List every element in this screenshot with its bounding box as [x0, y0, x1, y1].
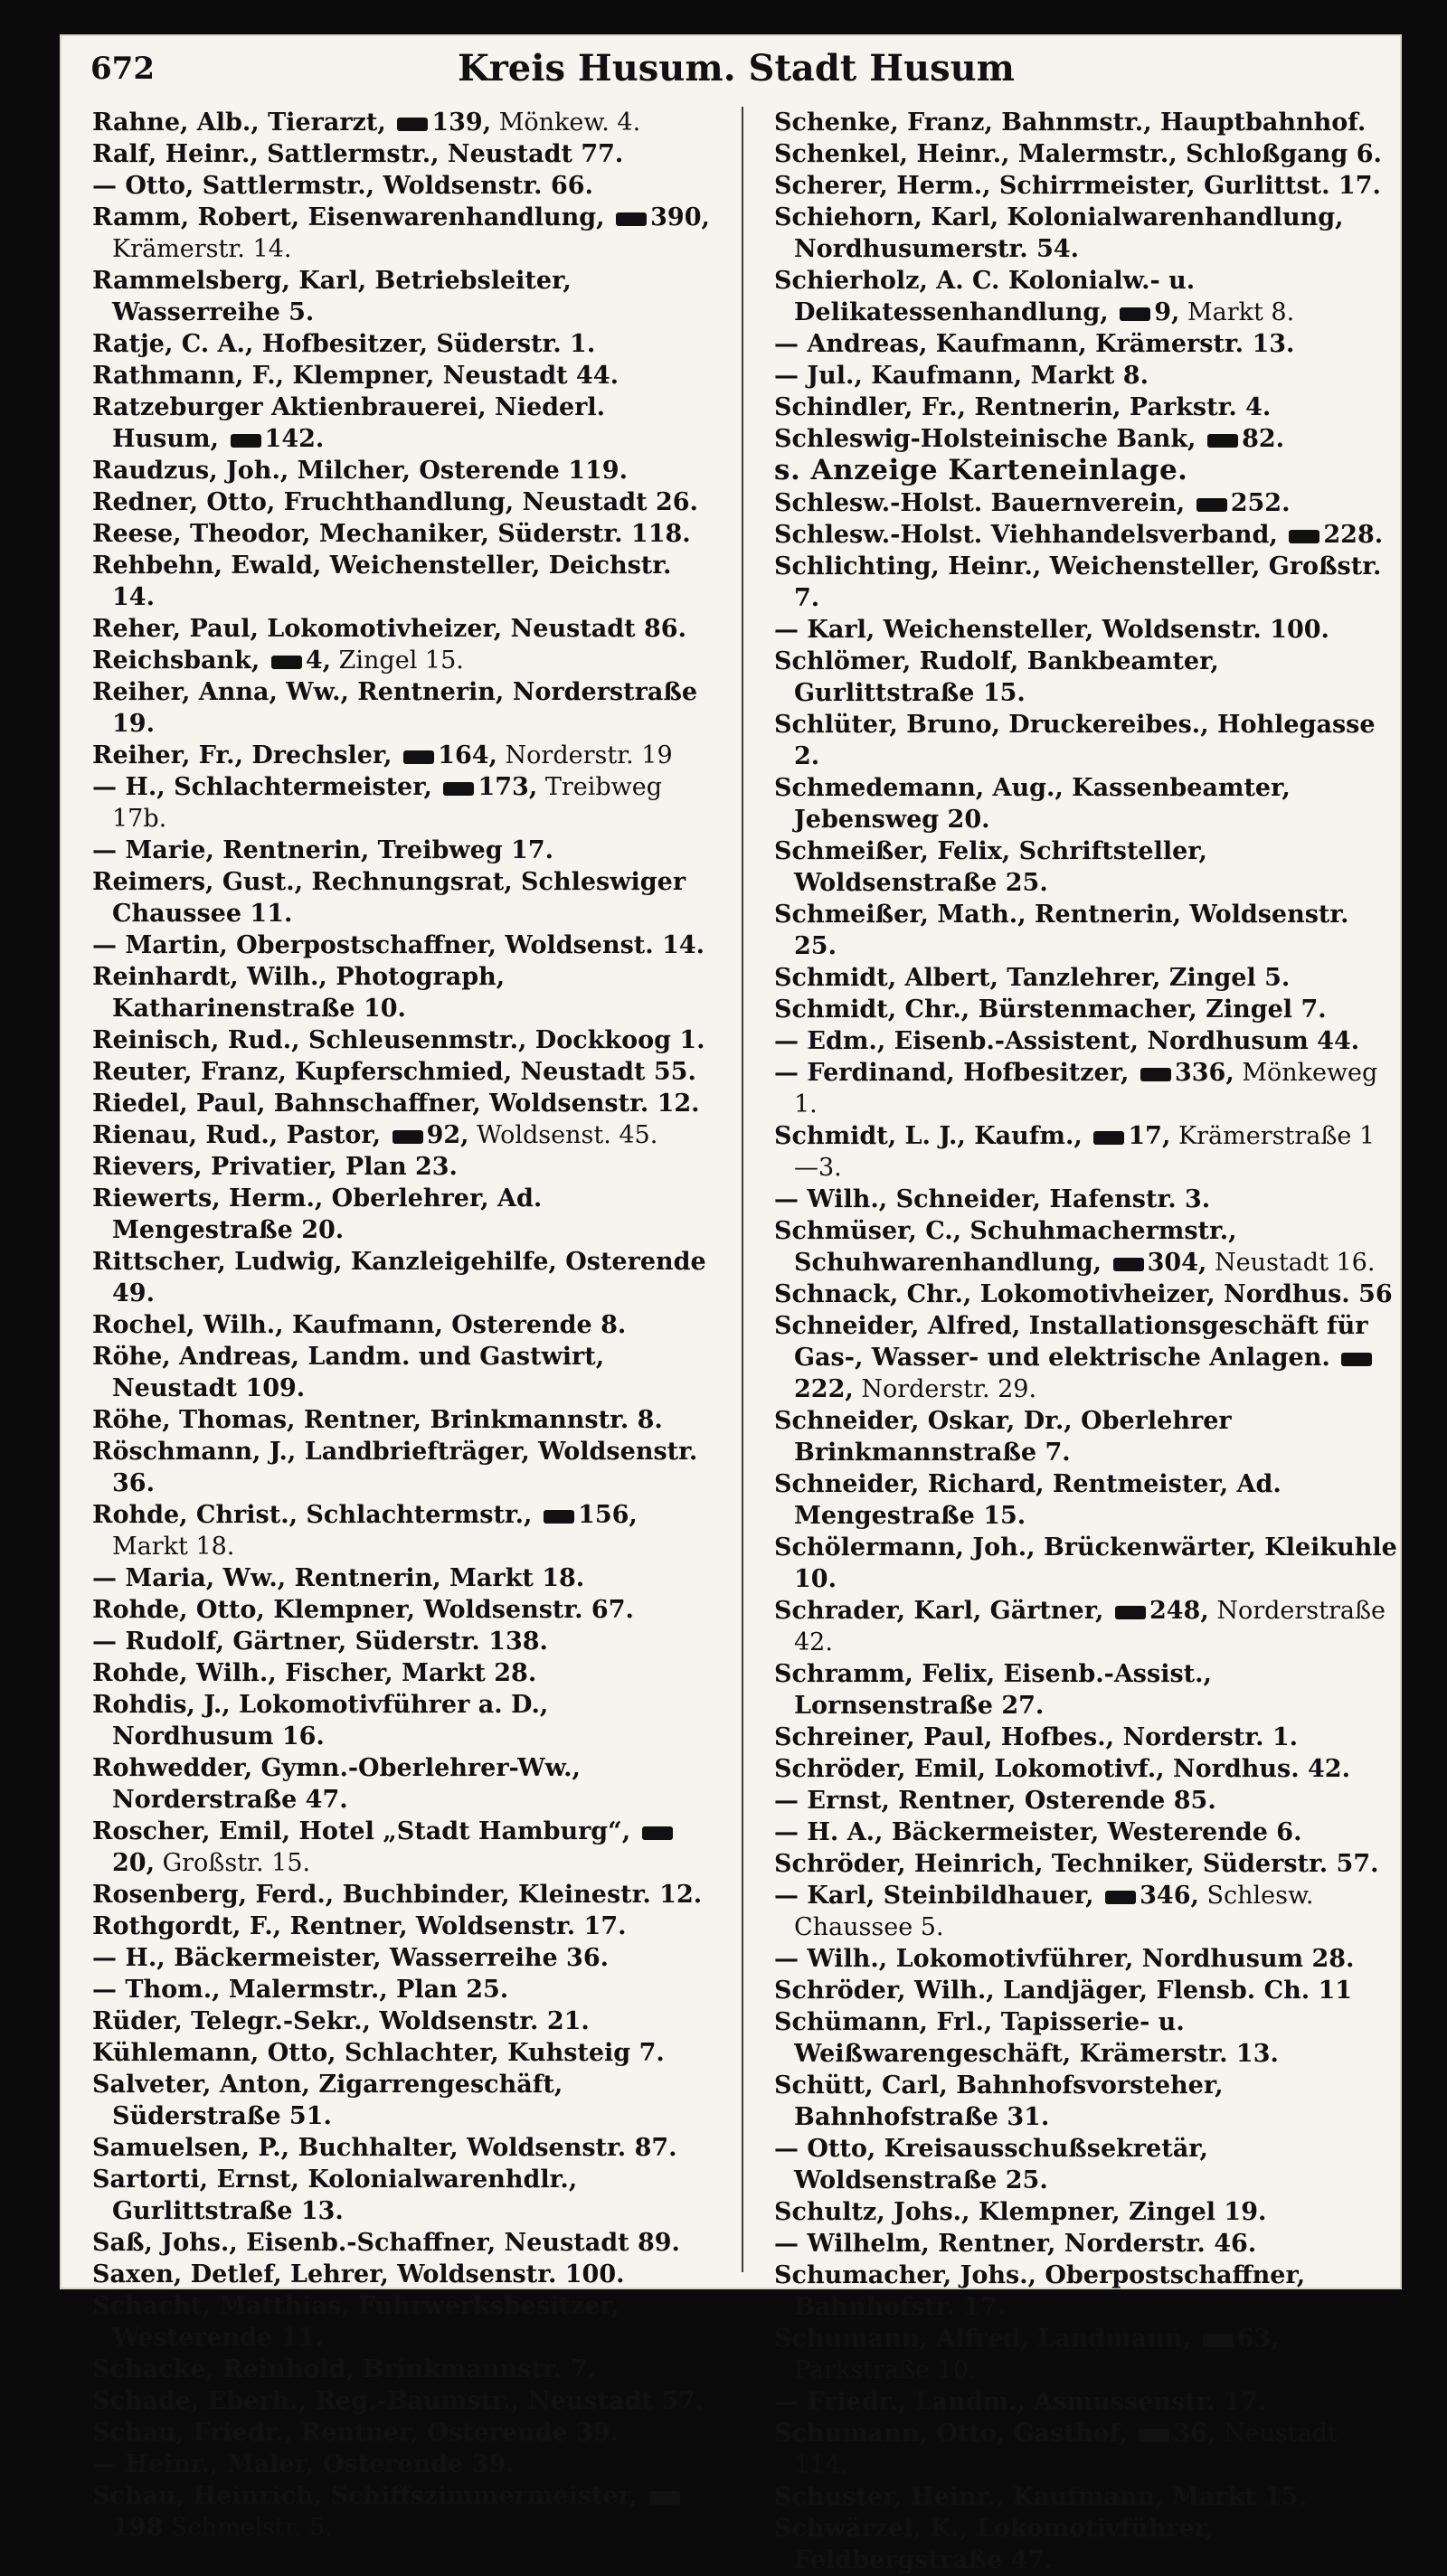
directory-entry	[774, 1532, 1398, 1595]
directory-entry	[774, 2481, 1398, 2513]
directory-entry	[774, 1025, 1398, 1057]
directory-entry	[774, 614, 1398, 646]
directory-entry	[92, 392, 716, 455]
phone-number: 17,	[1090, 1122, 1170, 1150]
directory-entry	[92, 1088, 716, 1119]
entry-text: — H. A., Bäckermeister, Westerende 6.	[774, 1818, 1302, 1846]
section-note-text: s. Anzeige Karteneinlage.	[774, 454, 1188, 486]
entry-text: Schiehorn, Karl, Kolonialwarenhandlung, Nordhusumerstr. 54.	[774, 203, 1344, 263]
entry-address: Norderstr. 29.	[861, 1375, 1037, 1403]
directory-entry	[92, 2259, 716, 2290]
directory-entry	[774, 1785, 1398, 1816]
phone-number: 390,	[612, 203, 710, 231]
directory-entry	[92, 2417, 716, 2449]
directory-entry	[92, 1657, 716, 1689]
directory-entry	[92, 1341, 716, 1404]
entry-text: Rienau, Rud., Pastor,	[92, 1121, 381, 1149]
column-divider	[742, 107, 743, 2272]
entry-text: Schölermann, Joh., Brückenwärter, Kleikuhle 10.	[774, 1533, 1397, 1593]
entry-text: Scherer, Herm., Schirrmeister, Gurlittst. 17.	[774, 172, 1381, 200]
directory-entry	[774, 1816, 1398, 1848]
phone-number: 304,	[1110, 1249, 1207, 1277]
directory-entry	[92, 1879, 716, 1911]
section-note	[774, 455, 1398, 487]
entry-text: Reinhardt, Wilh., Photograph, Katharinenstraße 10.	[92, 963, 506, 1023]
entry-text: Schacht, Matthias, Fuhrwerksbesitzer, Westerende 11.	[92, 2292, 620, 2352]
entry-text: Rohde, Otto, Klempner, Woldsenstr. 67.	[92, 1596, 634, 1624]
directory-entry	[92, 1562, 716, 1594]
directory-entry	[92, 2449, 716, 2480]
entry-text: Riedel, Paul, Bahnschaffner, Woldsenstr. 12.	[92, 1090, 700, 1118]
directory-entry	[92, 1024, 716, 1056]
directory-entry	[92, 138, 716, 170]
phone-number: 63,	[1199, 2325, 1280, 2353]
entry-text: — Thom., Malermstr., Plan 25.	[92, 1976, 509, 2004]
entry-text: Schneider, Oskar, Dr., Oberlehrer Brinkmannstraße 7.	[774, 1407, 1232, 1467]
entry-text: Reichsbank,	[92, 646, 260, 675]
entry-text: Schütt, Carl, Bahnhofsvorsteher, Bahnhofstraße 31.	[774, 2071, 1224, 2131]
entry-text: Schlichting, Heinr., Weichensteller, Großstr. 7.	[774, 552, 1382, 612]
directory-entry	[92, 202, 716, 265]
directory-entry	[92, 328, 716, 360]
directory-entry	[92, 1911, 716, 1942]
entry-text: Rochel, Wilh., Kaufmann, Osterende 8.	[92, 1311, 627, 1339]
directory-entry	[92, 1752, 716, 1816]
directory-entry	[774, 1595, 1398, 1658]
phone-number: 4,	[268, 646, 331, 675]
entry-address: Norderstr. 19	[505, 741, 673, 769]
directory-entry	[92, 1942, 716, 1974]
directory-entry	[92, 2480, 716, 2543]
phone-number: 198	[112, 2482, 684, 2542]
entry-text: Röhe, Thomas, Rentner, Brinkmannstr. 8.	[92, 1406, 663, 1434]
directory-entry	[774, 2070, 1398, 2133]
entry-text: Schnack, Chr., Lokomotivheizer, Nordhus. 56	[774, 1280, 1393, 1308]
directory-entry	[92, 455, 716, 486]
directory-entry	[92, 771, 716, 835]
entry-text: — Karl, Weichensteller, Woldsenstr. 100.	[774, 616, 1329, 644]
directory-entry	[92, 1436, 716, 1499]
phone-number: 36,	[1135, 2420, 1215, 2448]
entry-text: Schröder, Wilh., Landjäger, Flensb. Ch. 11	[774, 1977, 1353, 2005]
entry-text: Ralf, Heinr., Sattlermstr., Neustadt 77.	[92, 140, 624, 168]
page-number: 672	[90, 51, 155, 87]
phone-number: 222,	[794, 1344, 1376, 1403]
directory-entry	[774, 646, 1398, 709]
directory-page	[61, 36, 1400, 2574]
entry-text: Ratje, C. A., Hofbesitzer, Süderstr. 1.	[92, 330, 596, 358]
entry-text: Reiher, Anna, Ww., Rentnerin, Norderstraße 19.	[92, 678, 698, 738]
entry-text: Rothgordt, F., Rentner, Woldsenstr. 17.	[92, 1912, 627, 1940]
entry-text: Rüder, Telegr.-Sekr., Woldsenstr. 21.	[92, 2007, 590, 2035]
directory-entry	[774, 328, 1398, 360]
directory-entry	[92, 550, 716, 613]
entry-text: — Marie, Rentnerin, Treibweg 17.	[92, 836, 554, 864]
directory-entry	[774, 2196, 1398, 2228]
directory-entry	[92, 613, 716, 645]
directory-entry	[774, 2228, 1398, 2260]
entry-text: — Andreas, Kaufmann, Krämerstr. 13.	[774, 330, 1295, 358]
entry-text: — Edm., Eisenb.-Assistent, Nordhusum 44.	[774, 1027, 1360, 1055]
directory-entry	[774, 2323, 1398, 2386]
entry-text: Sartorti, Ernst, Kolonialwarenhdlr., Gurlittstraße 13.	[92, 2166, 578, 2225]
entry-text: — H., Bäckermeister, Wasserreihe 36.	[92, 1944, 610, 1972]
entry-text: — Friedr., Landm., Asmussenstr. 17.	[774, 2388, 1267, 2416]
directory-entry	[774, 2418, 1398, 2481]
entry-text: — Ferdinand, Hofbesitzer,	[774, 1059, 1130, 1087]
directory-entry	[92, 1499, 716, 1562]
directory-entry	[774, 962, 1398, 994]
entry-text: Schindler, Fr., Rentnerin, Parkstr. 4.	[774, 393, 1272, 421]
directory-entry	[774, 1468, 1398, 1532]
directory-entry	[774, 2133, 1398, 2196]
directory-entry	[92, 2354, 716, 2385]
directory-entry	[92, 518, 716, 550]
directory-entry	[92, 1974, 716, 2005]
entry-address: Neustadt 114.	[794, 2420, 1338, 2479]
entry-text: — Wilh., Lokomotivführer, Nordhusum 28.	[774, 1945, 1355, 1973]
directory-entry	[92, 866, 716, 929]
directory-entry	[92, 1689, 716, 1752]
directory-entry	[774, 170, 1398, 202]
directory-entry	[92, 961, 716, 1024]
entry-text: Salveter, Anton, Zigarrengeschäft, Süderstraße 51.	[92, 2071, 563, 2130]
entry-text: Schade, Eberh., Reg.-Baumstr., Neustadt 57.	[92, 2387, 705, 2415]
directory-entry	[92, 740, 716, 771]
entry-text: Rohde, Christ., Schlachtermstr.,	[92, 1501, 533, 1529]
entry-text: Schlömer, Rudolf, Bankbeamter, Gurlittstraße 15.	[774, 647, 1219, 707]
entry-text: Schreiner, Paul, Hofbes., Norderstr. 1.	[774, 1723, 1299, 1751]
directory-entry	[92, 929, 716, 961]
directory-entry	[774, 1120, 1398, 1184]
directory-entry	[92, 645, 716, 676]
directory-entry	[774, 1943, 1398, 1975]
entry-text: Schumacher, Johs., Oberpostschaffner, Bahnhofstr. 17.	[774, 2261, 1306, 2321]
entry-text: Schierholz, A. C. Kolonialw.- u. Delikatessenhandlung,	[774, 267, 1196, 326]
directory-entry	[92, 2005, 716, 2037]
directory-entry	[774, 107, 1398, 138]
directory-entry	[774, 1057, 1398, 1120]
directory-entry	[92, 1626, 716, 1657]
entry-text: Schlüter, Bruno, Druckereibes., Hohlegasse 2.	[774, 711, 1376, 770]
entry-text: Schau, Heinrich, Schiffszimmermeister,	[92, 2482, 638, 2510]
entry-text: Samuelsen, P., Buchhalter, Woldsenstr. 87.	[92, 2134, 677, 2162]
directory-entry	[92, 676, 716, 740]
phone-number: 82.	[1204, 425, 1284, 453]
entry-text: — Otto, Sattlermstr., Woldsenstr. 66.	[92, 172, 593, 200]
directory-entry	[774, 1310, 1398, 1405]
phone-number: 336,	[1137, 1059, 1234, 1087]
entry-text: Schmeißer, Felix, Schriftsteller, Woldsenstraße 25.	[774, 837, 1207, 897]
directory-entry	[774, 487, 1398, 519]
phone-number: 164,	[400, 741, 497, 769]
directory-entry	[774, 1215, 1398, 1279]
entry-text: — Wilh., Schneider, Hafenstr. 3.	[774, 1185, 1211, 1213]
entry-address: Parkstraße 10.	[794, 2356, 977, 2384]
entry-text: — Ernst, Rentner, Osterende 85.	[774, 1787, 1216, 1815]
entry-address: Mönkew. 4.	[498, 109, 641, 137]
entry-text: Reher, Paul, Lokomotivheizer, Neustadt 86.	[92, 615, 686, 643]
entry-text: — Heinr., Maler, Osterende 39.	[92, 2450, 515, 2478]
entry-text: — Otto, Kreisausschußsekretär, Woldsenstraße 25.	[774, 2135, 1208, 2194]
entry-text: Schenke, Franz, Bahnmstr., Hauptbahnhof.	[774, 109, 1367, 137]
entry-text: Schultz, Johs., Klempner, Zingel 19.	[774, 2198, 1267, 2226]
directory-entry	[92, 2164, 716, 2227]
directory-entry	[92, 360, 716, 392]
entry-text: Rosenberg, Ferd., Buchbinder, Kleinestr. 12.	[92, 1881, 703, 1909]
entry-text: — Jul., Kaufmann, Markt 8.	[774, 362, 1149, 390]
entry-text: Röhe, Andreas, Landm. und Gastwirt, Neustadt 109.	[92, 1343, 605, 1402]
directory-entry	[92, 486, 716, 518]
entry-text: Reinisch, Rud., Schleusenmstr., Dockkoog 1.	[92, 1026, 705, 1054]
entry-text: Schlesw.-Holst. Bauernverein,	[774, 489, 1186, 517]
directory-entry	[92, 1151, 716, 1183]
directory-entry	[774, 1184, 1398, 1215]
entry-text: Reuter, Franz, Kupferschmied, Neustadt 55.	[92, 1058, 696, 1086]
directory-entry	[774, 835, 1398, 899]
entry-text: Schneider, Richard, Rentmeister, Ad. Mengestraße 15.	[774, 1470, 1281, 1530]
entry-text: Schneider, Alfred, Installationsgeschäft für Gas-, Wasser- und elektrische Anlagen.	[774, 1312, 1368, 1372]
entry-text: Schau, Friedr., Rentner, Osterende 39.	[92, 2419, 619, 2447]
entry-text: Rievers, Privatier, Plan 23.	[92, 1153, 458, 1181]
entry-text: Rohde, Wilh., Fischer, Markt 28.	[92, 1659, 537, 1687]
directory-entry	[774, 519, 1398, 551]
directory-entry	[92, 2069, 716, 2132]
entry-address: Norderstraße 42.	[794, 1597, 1386, 1656]
entry-text: Schmidt, L. J., Kaufm.,	[774, 1122, 1083, 1150]
page-header	[90, 45, 1382, 99]
page-title: Kreis Husum. Stadt Husum	[457, 47, 1016, 90]
entry-text: Rohwedder, Gymn.-Oberlehrer-Ww., Norderstraße 47.	[92, 1754, 581, 1814]
entry-address: Markt 18.	[112, 1533, 235, 1561]
entry-text: Reimers, Gust., Rechnungsrat, Schleswiger Chaussee 11.	[92, 868, 686, 928]
entry-text: Schümann, Frl., Tapisserie- u. Weißwarengeschäft, Krämerstr. 13.	[774, 2008, 1279, 2068]
entry-text: Schenkel, Heinr., Malermstr., Schloßgang 6.	[774, 140, 1382, 168]
entry-text: Saß, Johs., Eisenb.-Schaffner, Neustadt 89.	[92, 2229, 680, 2257]
directory-entry	[92, 2132, 716, 2164]
directory-entry	[774, 392, 1398, 423]
directory-entry	[774, 1753, 1398, 1785]
entry-text: — Wilhelm, Rentner, Norderstr. 46.	[774, 2230, 1257, 2258]
directory-entry	[92, 265, 716, 328]
phone-number: 156,	[540, 1501, 638, 1529]
entry-text: Schrader, Karl, Gärtner,	[774, 1597, 1104, 1625]
entry-text: Schmidt, Chr., Bürstenmacher, Zingel 7.	[774, 995, 1327, 1024]
entry-text: Schumann, Alfred, Landmann,	[774, 2325, 1191, 2353]
directory-entry	[774, 265, 1398, 328]
entry-address: Krämerstraße 1—3.	[794, 1122, 1376, 1182]
entry-address: Schmelstr. 5.	[170, 2514, 333, 2542]
phone-number: 346,	[1102, 1882, 1199, 1910]
directory-entry	[774, 2386, 1398, 2418]
directory-entry	[92, 1246, 716, 1309]
directory-entry	[774, 2006, 1398, 2070]
directory-entry	[92, 1119, 716, 1151]
entry-text: Reiher, Fr., Drechsler,	[92, 741, 392, 769]
directory-entry	[774, 1405, 1398, 1468]
directory-entry	[774, 360, 1398, 392]
directory-entry	[774, 1975, 1398, 2006]
directory-entry	[774, 2260, 1398, 2323]
directory-entry	[92, 107, 716, 138]
entry-text: Schmüser, C., Schuhmachermstr., Schuhwarenhandlung,	[774, 1217, 1237, 1277]
entry-text: Schuster, Heinr., Kaufmann, Markt 15.	[774, 2483, 1308, 2511]
directory-entry	[92, 2227, 716, 2259]
phone-number: 20,	[112, 1817, 676, 1877]
right-column	[774, 107, 1398, 2574]
directory-entry	[774, 2513, 1398, 2576]
phone-number: 173,	[440, 773, 537, 801]
entry-text: Schumann, Otto, Gasthof,	[774, 2420, 1128, 2448]
directory-entry	[92, 2385, 716, 2417]
directory-entry	[774, 202, 1398, 265]
entry-text: Riewerts, Herm., Oberlehrer, Ad. Mengestraße 20.	[92, 1184, 543, 1244]
directory-entry	[774, 1880, 1398, 1943]
directory-entry	[774, 423, 1398, 455]
entry-address: Neustadt 16.	[1214, 1249, 1376, 1277]
phone-number: 9,	[1116, 298, 1179, 326]
directory-entry	[92, 1594, 716, 1626]
directory-entry	[774, 772, 1398, 835]
phone-number: 139,	[393, 109, 491, 137]
phone-number: 142.	[227, 425, 325, 453]
entry-text: Saxen, Detlef, Lehrer, Woldsenstr. 100.	[92, 2260, 625, 2288]
entry-text: Rohdis, J., Lokomotivführer a. D., Nordhusum 16.	[92, 1691, 549, 1750]
entry-text: Ramm, Robert, Eisenwarenhandlung,	[92, 203, 605, 231]
directory-entry	[92, 2037, 716, 2069]
entry-text: Reese, Theodor, Mechaniker, Süderstr. 118.	[92, 520, 691, 548]
directory-entry	[774, 994, 1398, 1025]
directory-entry	[92, 1183, 716, 1246]
directory-entry	[774, 138, 1398, 170]
phone-number: 92,	[389, 1121, 469, 1149]
entry-text: Schlesw.-Holst. Viehhandelsverband,	[774, 521, 1278, 549]
directory-entry	[92, 1056, 716, 1088]
directory-entry	[92, 170, 716, 202]
directory-entry	[774, 709, 1398, 772]
entry-text: Rahne, Alb., Tierarzt,	[92, 109, 386, 137]
entry-text: Schröder, Emil, Lokomotivf., Nordhus. 42.	[774, 1755, 1350, 1783]
directory-entry	[774, 1658, 1398, 1722]
directory-entry	[92, 1816, 716, 1879]
entry-text: — Karl, Steinbildhauer,	[774, 1882, 1094, 1910]
entry-address: Zingel 15.	[338, 646, 464, 675]
directory-entry	[92, 1404, 716, 1436]
entry-text: Schmeißer, Math., Rentnerin, Woldsenstr. 25.	[774, 901, 1349, 960]
directory-entry	[92, 1309, 716, 1341]
entry-text: Raudzus, Joh., Milcher, Osterende 119.	[92, 457, 628, 485]
directory-entry	[774, 1848, 1398, 1880]
entry-text: — Maria, Ww., Rentnerin, Markt 18.	[92, 1564, 585, 1592]
entry-text: Rathmann, F., Klempner, Neustadt 44.	[92, 362, 619, 390]
entry-text: — H., Schlachtermeister,	[92, 773, 432, 801]
entry-text: Rittscher, Ludwig, Kanzleigehilfe, Osterende 49.	[92, 1248, 706, 1307]
entry-text: — Rudolf, Gärtner, Süderstr. 138.	[92, 1628, 548, 1656]
directory-entry	[774, 1722, 1398, 1753]
entry-text: — Martin, Oberpostschaffner, Woldsenst. 14.	[92, 931, 705, 959]
phone-number: 248,	[1111, 1597, 1209, 1625]
entry-text: Rammelsberg, Karl, Betriebsleiter, Wasserreihe 5.	[92, 267, 572, 326]
entry-text: Rehbehn, Ewald, Weichensteller, Deichstr. 14.	[92, 552, 672, 611]
entry-text: Schacke, Reinhold, Brinkmannstr. 7.	[92, 2355, 596, 2383]
entry-text: Schramm, Felix, Eisenb.-Assist., Lornsenstraße 27.	[774, 1660, 1212, 1720]
entry-text: Ratzeburger Aktienbrauerei, Niederl. Husum,	[92, 393, 606, 453]
entry-text: Schmidt, Albert, Tanzlehrer, Zingel 5.	[774, 964, 1291, 992]
directory-entry	[92, 2290, 716, 2354]
entry-address: Großstr. 15.	[162, 1849, 311, 1877]
entry-text: Schröder, Heinrich, Techniker, Süderstr. 57.	[774, 1850, 1379, 1878]
directory-entry	[774, 899, 1398, 962]
entry-text: Schwärzel, K., Lokomotivführer, Feldbergstraße 47.	[774, 2515, 1215, 2574]
entry-text: Schleswig-Holsteinische Bank,	[774, 425, 1196, 453]
directory-entry	[92, 835, 716, 866]
entry-text: Schmedemann, Aug., Kassenbeamter, Jebensweg 20.	[774, 774, 1291, 834]
directory-entry	[774, 1279, 1398, 1310]
entry-address: Mönkeweg 1.	[794, 1059, 1378, 1118]
phone-number: 228.	[1285, 521, 1383, 549]
entry-text: Kühlemann, Otto, Schlachter, Kuhsteig 7.	[92, 2039, 665, 2067]
entry-address: Markt 8.	[1187, 298, 1295, 326]
left-column	[92, 107, 716, 2542]
entry-address: Krämerstr. 14.	[112, 235, 292, 263]
entry-address: Schlesw. Chaussee 5.	[794, 1882, 1314, 1941]
entry-address: Treibweg 17b.	[112, 773, 663, 833]
phone-number: 252.	[1193, 489, 1291, 517]
entry-text: Röschmann, J., Landbriefträger, Woldsenstr. 36.	[92, 1438, 698, 1497]
entry-text: Redner, Otto, Fruchthandlung, Neustadt 26.	[92, 488, 698, 516]
entry-address: Woldsenst. 45.	[477, 1121, 658, 1149]
directory-entry	[774, 551, 1398, 614]
entry-text: Roscher, Emil, Hotel „Stadt Hamburg“,	[92, 1817, 631, 1845]
